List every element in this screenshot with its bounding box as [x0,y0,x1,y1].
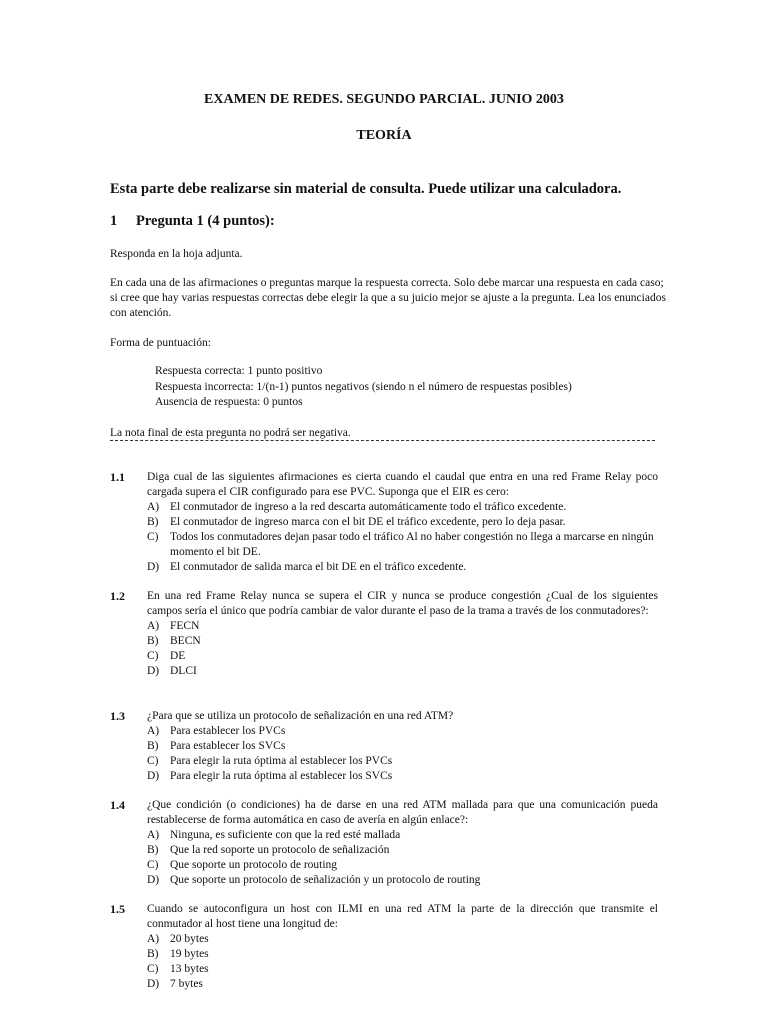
option-text: BECN [170,635,201,647]
answer-option[interactable] [147,515,658,530]
answer-option[interactable] [147,769,658,784]
option-letter: A) [147,933,160,945]
option-text: Todos los conmutadores dejan pasar todo el tráfico Al no haber congestión no llega a marcarse en ningún momento el bit DE. [170,531,654,558]
question-number: 1.2 [110,589,125,603]
answer-option[interactable] [147,932,658,947]
option-text: Que soporte un protocolo de routing [170,859,338,871]
option-text: El conmutador de salida marca el bit DE en el tráfico excedente. [170,561,467,573]
option-letter: A) [147,501,160,513]
answer-option[interactable] [147,754,658,769]
answer-option[interactable] [147,649,658,664]
question-text: ¿Que condición (o condiciones) ha de darse en una red ATM mallada para que una comunicación pueda restablecerse de forma automática en caso de avería en algún enlace?: [147,799,658,826]
option-letter: D) [147,978,160,990]
option-text: FECN [170,620,200,632]
option-text: 13 bytes [170,963,209,975]
option-letter: B) [147,740,159,752]
question-1-2 [110,589,658,679]
option-letter: C) [147,650,159,662]
answer-option[interactable] [147,843,658,858]
answer-option[interactable] [147,530,658,560]
option-letter: A) [147,725,160,737]
option-letter: B) [147,948,159,960]
option-text: Para elegir la ruta óptima al establecer los PVCs [170,755,393,767]
answer-option[interactable] [147,560,658,575]
instruction-rules: En cada una de las afirmaciones o preguntas marque la respuesta correcta. Solo debe marcar una respuesta en cada caso; si cree que hay varias respuestas correctas debe elegir la que a su juicio mejor se ajuste a la pregunta. Lea los enunciados con atención. [110,277,666,319]
answer-option[interactable] [147,500,658,515]
question-1-5 [110,902,658,992]
answer-option[interactable] [147,664,658,679]
option-letter: D) [147,770,160,782]
option-letter: D) [147,665,160,677]
question-1-4 [110,798,658,888]
scoring-item: Respuesta incorrecta: 1/(n-1) puntos negativos (siendo n el número de respuestas posibles) [155,380,572,393]
exam-subtitle: TEORÍA [356,128,412,143]
question-1-3 [110,709,658,784]
exam-title: EXAMEN DE REDES. SEGUNDO PARCIAL. JUNIO 2003 [204,92,564,107]
scoring-list [155,364,572,411]
option-text: El conmutador de ingreso marca con el bit DE el tráfico excedente, pero lo deja pasar. [170,516,566,528]
option-letter: D) [147,874,160,886]
answer-option[interactable] [147,724,658,739]
option-text: 7 bytes [170,978,203,990]
scoring-item: Ausencia de respuesta: 0 puntos [155,396,303,408]
option-letter: B) [147,844,159,856]
question-1-1 [110,470,658,575]
option-text: 20 bytes [170,933,209,945]
answer-option[interactable] [147,619,658,634]
instruction-answer-sheet: Responda en la hoja adjunta. [110,248,243,260]
option-letter: A) [147,829,160,841]
option-text: Que soporte un protocolo de señalización y un protocolo de routing [170,874,481,886]
answer-option[interactable] [147,634,658,649]
section-number: 1 [110,213,118,229]
question-text: Cuando se autoconfigura un host con ILMI en una red ATM la parte de la dirección que transmite el conmutador al host tiene una longitud de: [147,903,658,930]
option-text: Para establecer los SVCs [170,740,286,752]
option-letter: D) [147,561,160,573]
answer-option[interactable] [147,962,658,977]
option-text: El conmutador de ingreso a la red descarta automáticamente todo el tráfico excedente. [170,501,567,513]
answer-option[interactable] [147,858,658,873]
question-number: 1.3 [110,709,125,723]
option-letter: B) [147,635,159,647]
section-title: Pregunta 1 (4 puntos): [136,213,275,229]
option-letter: C) [147,755,159,767]
section-heading [110,213,275,230]
option-letter: C) [147,963,159,975]
scoring-heading: Forma de puntuación: [110,337,211,349]
answer-option[interactable] [147,739,658,754]
option-text: Que la red soporte un protocolo de señalización [170,844,390,856]
answer-option[interactable] [147,947,658,962]
option-letter: B) [147,516,159,528]
question-number: 1.4 [110,798,125,812]
intro-statement: Esta parte debe realizarse sin material de consulta. Puede utilizar una calculadora. [110,181,622,197]
option-letter: C) [147,531,159,543]
option-text: DLCI [170,665,197,677]
question-text: En una red Frame Relay nunca se supera el CIR y nunca se produce congestión ¿Cual de los siguientes campos sería el único que podría cambiar de valor durante el paso de la trama a través de los conmutadores?: [147,590,658,617]
option-text: DE [170,650,186,662]
option-text: 19 bytes [170,948,209,960]
option-text: Para establecer los PVCs [170,725,286,737]
option-text: Ninguna, es suficiente con que la red esté mallada [170,829,401,841]
answer-option[interactable] [147,873,658,888]
question-number: 1.1 [110,470,125,484]
option-text: Para elegir la ruta óptima al establecer los SVCs [170,770,393,782]
option-letter: A) [147,620,160,632]
instruction-final-note: La nota final de esta pregunta no podrá ser negativa. [110,427,351,439]
answer-option[interactable] [147,828,658,843]
option-letter: C) [147,859,159,871]
question-text: ¿Para que se utiliza un protocolo de señalización en una red ATM? [147,710,454,722]
scoring-item: Respuesta correcta: 1 punto positivo [155,365,323,377]
question-number: 1.5 [110,902,125,916]
answer-option[interactable] [147,977,658,992]
question-text: Diga cual de las siguientes afirmaciones es cierta cuando el caudal que entra en una red Frame Relay poco cargada supera el CIR configurado para ese PVC. Suponga que el EIR es cero: [147,471,658,498]
dashed-divider [110,440,655,441]
